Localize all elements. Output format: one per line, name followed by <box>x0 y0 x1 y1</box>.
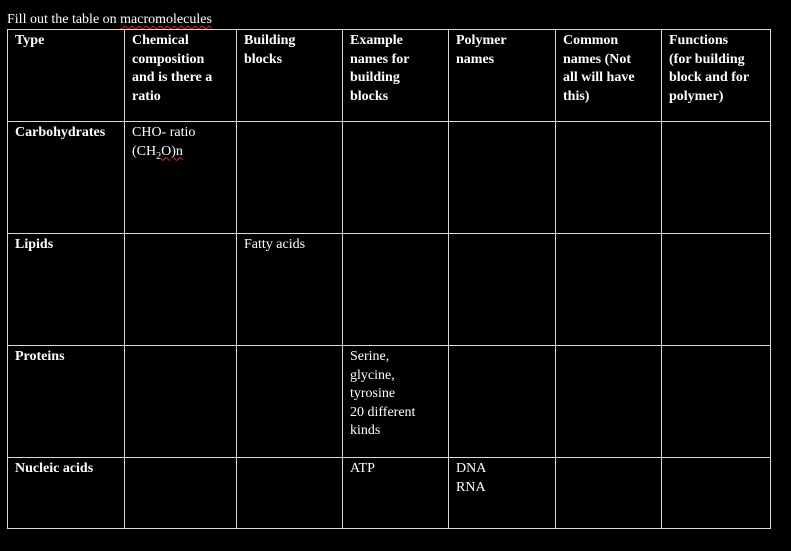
cell-building-blocks[interactable] <box>237 122 343 234</box>
cell-functions[interactable] <box>662 346 771 458</box>
cell-functions[interactable] <box>662 234 771 346</box>
header-line: composition <box>132 51 205 67</box>
polymer-text: RNA <box>456 479 486 495</box>
instruction-prefix: Fill out the table on <box>7 12 121 27</box>
example-text: glycine, <box>350 367 395 383</box>
composition-formula <box>132 143 229 162</box>
cell-building-blocks[interactable] <box>237 234 343 346</box>
cell-composition[interactable] <box>125 346 237 458</box>
cell-type[interactable] <box>8 234 125 346</box>
cell-type[interactable] <box>8 346 125 458</box>
header-line: Building <box>244 33 296 48</box>
header-building-blocks[interactable] <box>237 30 343 122</box>
header-example-names[interactable] <box>343 30 449 122</box>
cell-composition[interactable] <box>125 458 237 529</box>
type-label: Carbohydrates <box>15 125 106 140</box>
header-chemical-composition[interactable] <box>125 30 237 122</box>
cell-common-names[interactable] <box>556 458 662 529</box>
header-line: ratio <box>132 88 161 104</box>
header-line: and is there a <box>132 70 213 85</box>
cell-polymers[interactable] <box>449 458 556 529</box>
header-line: Chemical <box>132 33 189 48</box>
header-line: blocks <box>350 88 389 104</box>
cell-common-names[interactable] <box>556 346 662 458</box>
cell-examples[interactable] <box>343 234 449 346</box>
cell-polymers[interactable] <box>449 122 556 234</box>
cell-examples[interactable] <box>343 122 449 234</box>
formula-part: (CH <box>132 143 157 159</box>
table-row-proteins <box>8 346 771 458</box>
building-block-text: Fatty acids <box>244 237 306 252</box>
header-line: all will have <box>563 70 635 85</box>
header-line: names (Not <box>563 51 632 67</box>
header-line: names <box>456 51 495 67</box>
cell-examples[interactable] <box>343 458 449 529</box>
table-row-lipids <box>8 234 771 346</box>
cell-type[interactable] <box>8 458 125 529</box>
composition-text: CHO- ratio <box>132 125 196 140</box>
header-line: Functions <box>669 33 729 48</box>
cell-polymers[interactable] <box>449 234 556 346</box>
header-line: Polymer <box>456 33 507 48</box>
header-type[interactable] <box>8 30 125 122</box>
cell-functions[interactable] <box>662 458 771 529</box>
cell-common-names[interactable] <box>556 234 662 346</box>
instruction-emphasis: macromolecules <box>120 12 212 27</box>
type-label: Nucleic acids <box>15 461 94 476</box>
header-line: (for building <box>669 51 745 67</box>
formula-part: O)n <box>161 143 183 159</box>
header-common-names[interactable] <box>556 30 662 122</box>
cell-composition[interactable] <box>125 234 237 346</box>
cell-functions[interactable] <box>662 122 771 234</box>
table-row-nucleic-acids <box>8 458 771 529</box>
example-text: tyrosine <box>350 386 396 401</box>
example-text: kinds <box>350 423 381 438</box>
type-label: Proteins <box>15 349 65 364</box>
header-polymer-names[interactable] <box>449 30 556 122</box>
header-line: blocks <box>244 51 283 67</box>
cell-examples[interactable] <box>343 346 449 458</box>
cell-building-blocks[interactable] <box>237 346 343 458</box>
cell-building-blocks[interactable] <box>237 458 343 529</box>
macromolecules-table <box>7 29 771 529</box>
example-text: Serine, <box>350 349 390 364</box>
header-line: Common <box>563 33 619 48</box>
header-line: Type <box>15 33 45 48</box>
table-row-carbohydrates <box>8 122 771 234</box>
cell-composition[interactable] <box>125 122 237 234</box>
type-label: Lipids <box>15 237 54 252</box>
example-text: 20 different <box>350 404 416 420</box>
header-line: building <box>350 70 400 85</box>
header-line: Example <box>350 33 403 48</box>
header-line: names for <box>350 51 410 67</box>
header-line: polymer) <box>669 88 724 104</box>
header-line: block and for <box>669 70 750 85</box>
table-header-row <box>8 30 771 122</box>
formula-subscript: 2 <box>156 150 162 162</box>
cell-type[interactable] <box>8 122 125 234</box>
header-functions[interactable] <box>662 30 771 122</box>
cell-polymers[interactable] <box>449 346 556 458</box>
polymer-text: DNA <box>456 461 487 476</box>
instruction-text <box>7 11 212 29</box>
cell-common-names[interactable] <box>556 122 662 234</box>
header-line: this) <box>563 88 590 104</box>
example-text: ATP <box>350 461 375 476</box>
